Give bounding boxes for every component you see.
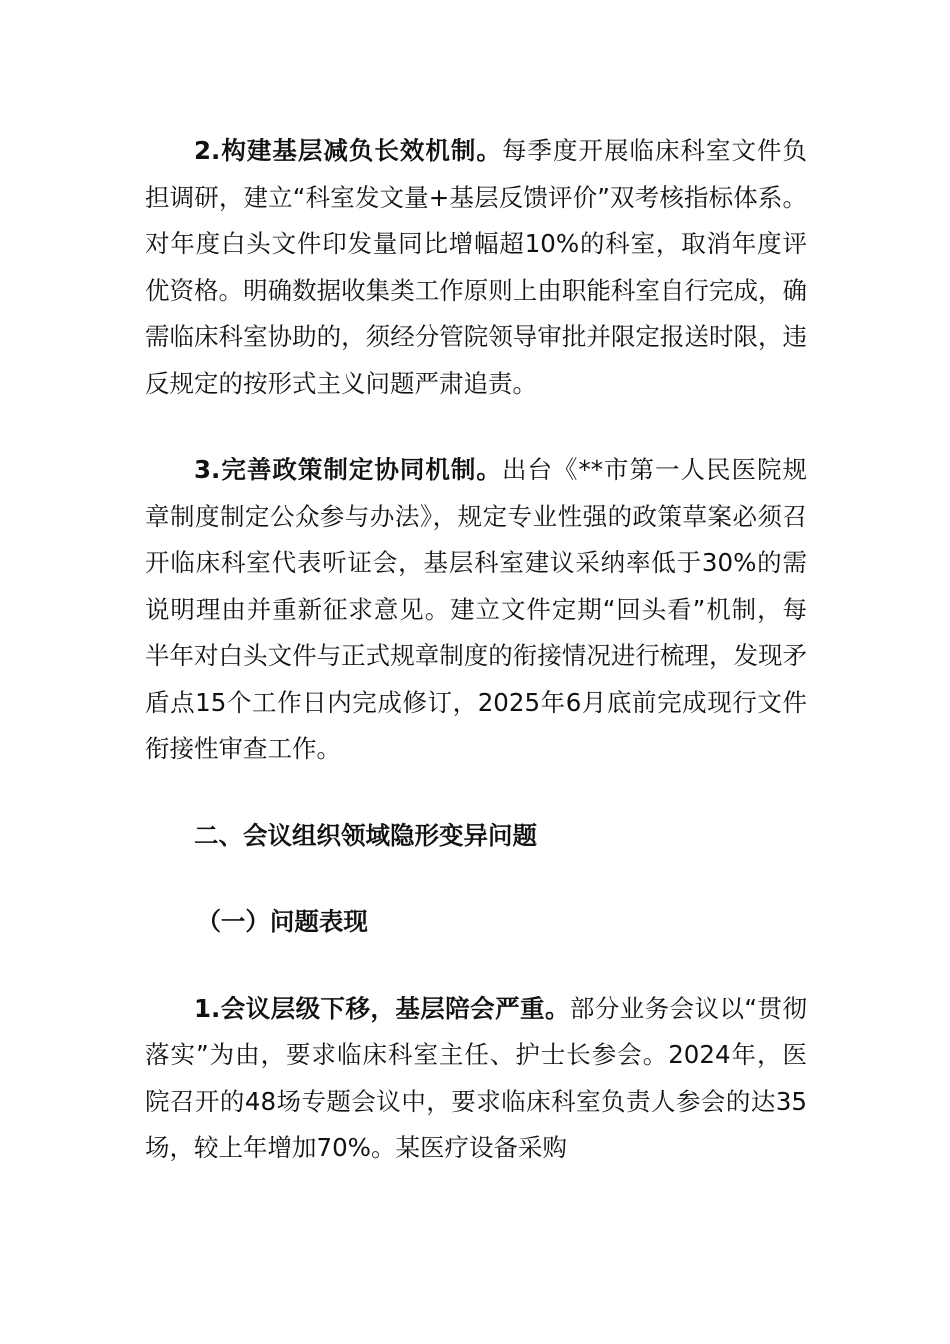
paragraph-mechanism-3 <box>145 447 807 773</box>
paragraph-mechanism-2 <box>145 128 807 407</box>
paragraph-body: 部分业务会议以“贯彻落实”为由，要求临床科室主任、护士长参会。2024年，医院召开的48场专题会议中，要求临床科室负责人参会的达35场，较上年增加70%。某医疗设备采购 <box>145 993 807 1162</box>
paragraph-issue-1 <box>145 986 807 1172</box>
paragraph-lead: 2.构建基层减负长效机制。 <box>194 136 502 165</box>
paragraph-lead: 1.会议层级下移，基层陪会严重。 <box>194 993 570 1023</box>
paragraph-lead: 3.完善政策制定协同机制。 <box>194 455 502 484</box>
document-page <box>145 128 807 1172</box>
paragraph-body: 每季度开展临床科室文件负担调研，建立“科室发文量+基层反馈评价”双考核指标体系。对年度白头文件印发量同比增幅超10%的科室，取消年度评优资格。明确数据收集类工作原则上由职能科室自行完成，确需临床科室协助的，须经分管院领导审批并限定报送时限，违反规定的按形式主义问题严肃追责。 <box>145 136 808 398</box>
subsection-heading: （一）问题表现 <box>196 907 368 936</box>
paragraph-body: 出台《**市第一人民医院规章制度制定公众参与办法》，规定专业性强的政策草案必须召开临床科室代表听证会，基层科室建议采纳率低于30%的需说明理由并重新征求意见。建立文件定期“回头看”机制，每半年对白头文件与正式规章制度的衔接情况进行梳理，发现矛盾点15个工作日内完成修订，2025年6月底前完成现行文件衔接性审查工作。 <box>145 455 808 763</box>
section-heading: 二、会议组织领域隐形变异问题 <box>194 820 537 850</box>
